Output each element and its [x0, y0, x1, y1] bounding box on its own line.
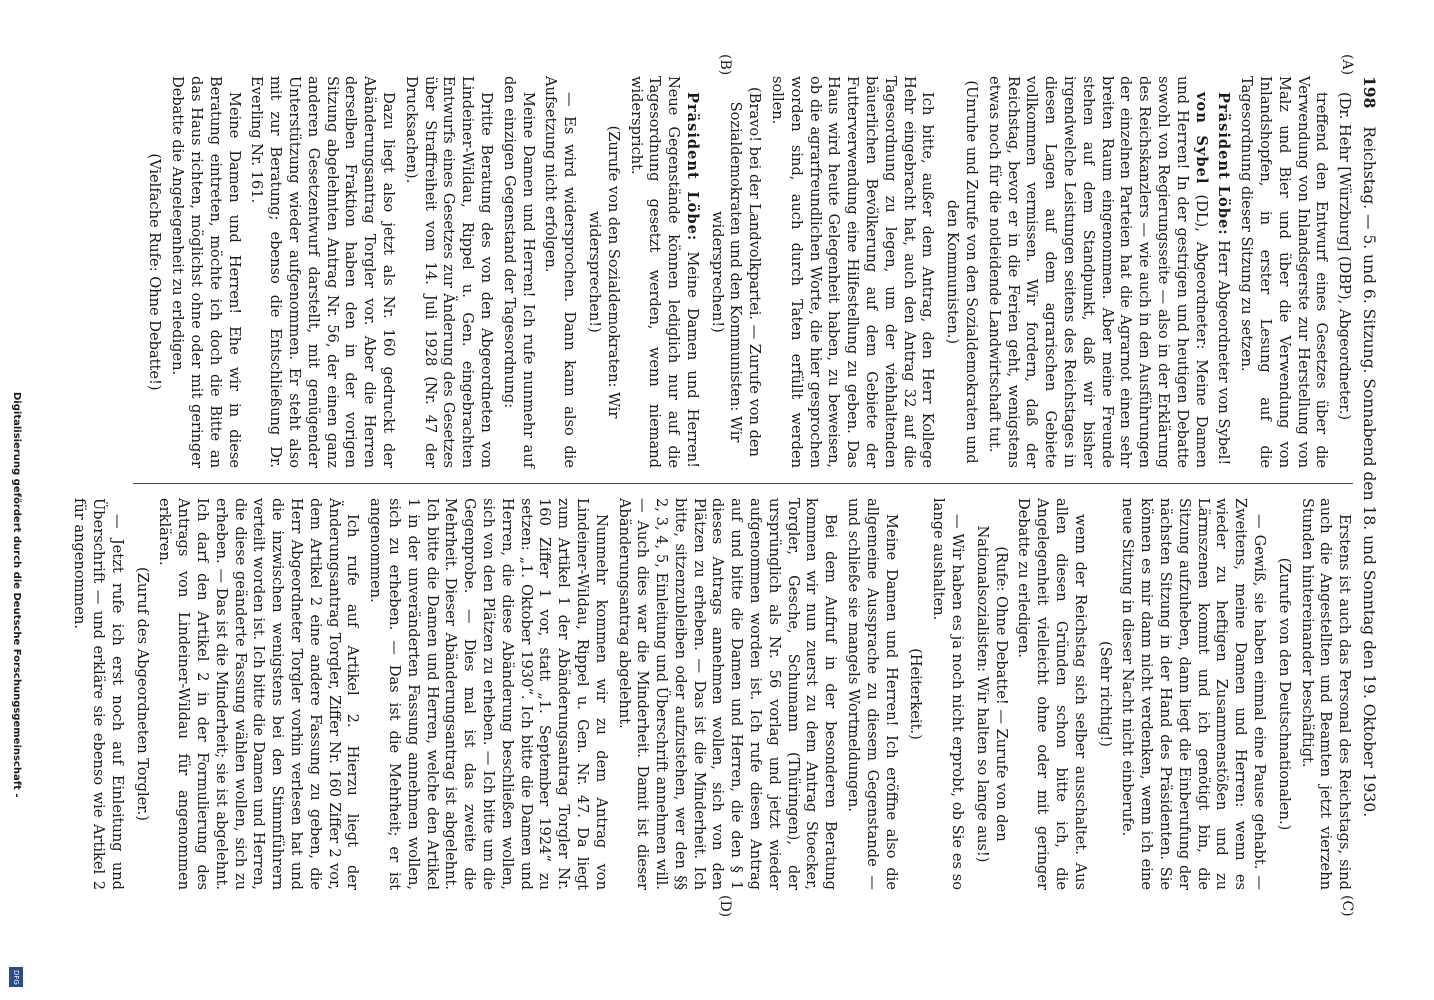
speech-text: (DL), Abgeordneter: Meine Damen und Herren! In der gestrigen und heutigen Debatte sowohl von Regierungsseite — also in der Erklärung des Reichskanzlers — wie auch in den Ausführungen der einzelnen Parteien hat die Agrarnot einen sehr breiten Raum eingenommen. Aber meine Freunde stehen auf dem Standpunkt, daß wir bisher irgendwelche Leistungen seitens des Reichstages in diesen Lagen auf dem agrarischen Gebiete vollkommen vermissen. Wir fordern, daß der Reichstag, bevor er in die Ferien geht, wenigstens etwas noch für die notleidende Landwirtschaft tut.: [985, 76, 1210, 468]
interjection: (Zurufe von den Deutschnationalen.): [1275, 557, 1293, 831]
body-paragraph: Dazu liegt also jetzt als Nr. 160 gedruckt der Abänderungsantrag Torgler vor. Aber die Herren derselben Fraktion haben den in der vorigen Sitzung abgelehnten Antrag Nr. 56, der einen ganz anderen Gesetzentwurf darstellt, mit genügender Unterstützung wieder aufgenommen. Er steht also mit zur Beratung; ebenso die Entschließung Dr. Everling Nr. 161.: [248, 76, 397, 468]
body-paragraph: Ich bitte, außer dem Antrag, den Herr Kollege Hehr eingebracht hat, auch den Antrag 32 auf die Tagesordnung zu legen, um der viehhaltenden bäuerlichen Bevölkerung auf dem Gebiete der Futterverwendung eine Hilfestellung zu geben. Das Haus wird heute Gelegenheit haben, zu beweisen, ob die agrarfreundlichen Worte, die hier gesprochen worden sind, auch durch Taten erfüllt werden sollen.: [769, 76, 937, 468]
margin-marker-b: (B): [717, 54, 733, 76]
digitization-watermark: [8, 2, 26, 992]
body-paragraph: Meine Damen und Herren! Ich rufe nunmehr auf den einzigen Gegenstand der Tagesordnung:: [500, 76, 537, 468]
body-paragraph: — Wir haben es ja noch nicht erprobt, ob Sie es so lange aushalten.: [930, 498, 967, 890]
margin-marker-c: (C): [1339, 895, 1355, 917]
speech-text: Herr Abgeordneter von Sybel!: [1215, 235, 1233, 466]
body-paragraph: — Es wird widersprochen. Dann kann also die Aufsetzung nicht erfolgen.: [542, 76, 579, 468]
body-paragraph: Ich rufe auf Artikel 2. Hierzu liegt der Änderungsantrag Torgler, Ziffer Nr. 160 Ziffer 2 vor, dem Artikel 2 eine andere Fassung zu geben, die Herr Abgeordneter Torgler vorhin verlesen hat und die inzwischen wenigstens bei den Stimmführern verteilt worden ist. Ich bitte die Damen und Herren, die diese geänderte Fassung wählen wollen, sich zu erheben. — Das ist die Minderheit; sie ist abgelehnt. Ich darf den Artikel 2 in der Formulierung des Antrags von Lindeiner-Wildau für angenommen erklären.: [156, 498, 362, 890]
interjection: (Zurufe von den Sozialdemokraten: Wir widersprechen!): [585, 125, 622, 419]
body-paragraph: Meine Damen und Herren! Ich eröffne also die allgemeine Aussprache zu diesem Gegenstande — und schließe sie mangels Wortmeldungen.: [845, 498, 900, 890]
speech-paragraph: [626, 76, 701, 468]
interjection: (Rufe: Ohne Debatte! — Zurufe von den Nationalsozialisten: Wir halten so lange aus!): [973, 525, 1010, 863]
interjection: (Vielfache Rufe: Ohne Debatte!): [146, 153, 164, 391]
watermark-text: Digitalisierung gefördert durch die Deutsche Forschungsgemeinschaft -: [11, 392, 22, 798]
speaker-name: von Sybel: [1192, 92, 1210, 185]
body-paragraph: Dritte Beratung des von den Abgeordneten von Lindeiner-Wildau, Rippel u. Gen. eingebrachten Entwurfs eines Gesetzes zur Änderung des Gesetzes über Straffreiheit vom 14. Juli 1928 (Nr. 47 der Drucksachen).: [402, 76, 495, 468]
body-paragraph: Meine Damen und Herren! Ehe wir in diese Beratung eintreten, möchte ich doch die Bitte an das Haus richten, möglichst ohne oder mit geringer Debatte die Angelegenheit zu erledigen.: [169, 76, 243, 468]
running-title: Reichstag. — 5. und 6. Sitzung. Sonnabend den 18. und Sonntag den 19. Oktober 1930.: [1360, 126, 1378, 818]
left-column: [65, 76, 1353, 468]
dfg-logo: DFG: [9, 967, 23, 987]
column-divider: [133, 483, 1353, 484]
margin-marker-a: (A): [1339, 54, 1355, 76]
text-columns: [65, 76, 1353, 890]
interjection: (Zuruf des Abgeordneten Torgler.): [133, 566, 151, 821]
body-paragraph: treffend den Entwurf eines Gesetzes über die Verwendung von Inlandsgerste zur Herstellung von Malz und Bier und über die Verwendung von Inlandshopfen, in erster Lesung auf die Tagesordnung dieser Sitzung zu setzen.: [1238, 76, 1331, 468]
body-paragraph: (Dr. Hehr [Würzburg] (DBP), Abgeordneter.): [1336, 92, 1354, 421]
body-paragraph: Bei dem Aufruf in der besonderen Beratung kommen wir nun zuerst zu dem Antrag Stoecker, Torgler, Gesche, Schumann (Thüringen), der ursprünglich als Nr. 56 vorlag und jetzt wieder aufgenommen worden ist. Ich rufe diesen Antrag auf und bitte die Damen und Herren, die den § 1 dieses Antrags annehmen wollen, sich von den Plätzen zu erheben. — Das ist die Minderheit. Ich bitte, sitzenzubleiben oder aufzustehen, wer den §§ 2, 3, 4, 5, Einleitung und Überschrift annehmen will. — Auch dies war die Minderheit. Damit ist dieser Abänderungsantrag abgelehnt.: [615, 498, 840, 890]
speech-paragraph: [984, 76, 1210, 468]
body-paragraph: Nunmehr kommen wir zu dem Antrag von Lindeiner-Wildau, Rippel u. Gen. Nr. 47. Da liegt zum Artikel 1 der Abänderungsantrag Torgler Nr. 160 Ziffer 1 vor, statt „1. September 1924“ zu setzen: „1. Oktober 1930“. Ich bitte die Damen und Herren, die diese Abänderung beschließen wollen, sich von den Plätzen zu erheben. — Ich bitte um die Gegenprobe. — Dies mal ist das zweite die Mehrheit. Dieser Abänderungsantrag ist abgelehnt. Ich bitte die Damen und Herren, welche den Artikel 1 in der unveränderten Fassung annehmen wollen, sich zu erheben. — Das ist die Mehrheit; er ist angenommen.: [367, 498, 610, 890]
page-number: 198: [1360, 76, 1379, 109]
page-header: [1359, 76, 1378, 890]
margin-marker-d: (D): [717, 895, 733, 918]
speech-text: Meine Damen und Herren! Neue Gegenstände können lediglich nur auf die Tagesordnung gesetzt werden, wenn niemand widerspricht.: [627, 76, 701, 468]
speech-paragraph: [1214, 76, 1233, 468]
interjection: (Heiterkeit.): [907, 648, 925, 740]
interjection: (Unruhe und Zurufe von den Sozialdemokraten und den Kommunisten.): [944, 80, 981, 464]
body-paragraph: — Gewiß, sie haben einmal eine Pause gehabt. — Zweitens, meine Damen und Herren: wenn es wieder zu heftigen Zusammenstößen und zu Lärmszenen kommt und ich genötigt bin, die Sitzung aufzuheben, dann liegt die Einberufung der nächsten Sitzung in der Hand des Präsidenten. Sie können es mir dann nicht verdenken, wenn ich eine neue Sitzung in dieser Nacht nicht einberufe.: [1119, 498, 1269, 890]
body-paragraph: Erstens ist auch das Personal des Reichstags, sind auch die Angestellten und Beamten jetzt vierzehn Stunden hintereinander beschäftigt.: [1298, 498, 1354, 890]
right-column: [65, 498, 1353, 890]
interjection: (Bravo! bei der Landvolkpartei. — Zurufe von den Sozialdemokraten und den Kommunisten: Wir widersprechen!): [708, 87, 764, 457]
speaker-name: Präsident Löbe:: [1215, 92, 1233, 236]
body-paragraph: wenn der Reichstag sich selber ausschaltet. Aus allen diesen Gründen schon bitte ich, die Angelegenheit vielleicht ohne oder mit geringer Debatte zu erledigen.: [1015, 498, 1089, 890]
body-paragraph: — Jetzt rufe ich erst noch auf Einleitung und Überschrift — und erkläre sie ebenso wie Artikel 2 für angenommen.: [71, 498, 126, 890]
interjection: (Sehr richtig!): [1096, 641, 1114, 747]
speaker-name: Präsident Löbe:: [683, 92, 701, 242]
